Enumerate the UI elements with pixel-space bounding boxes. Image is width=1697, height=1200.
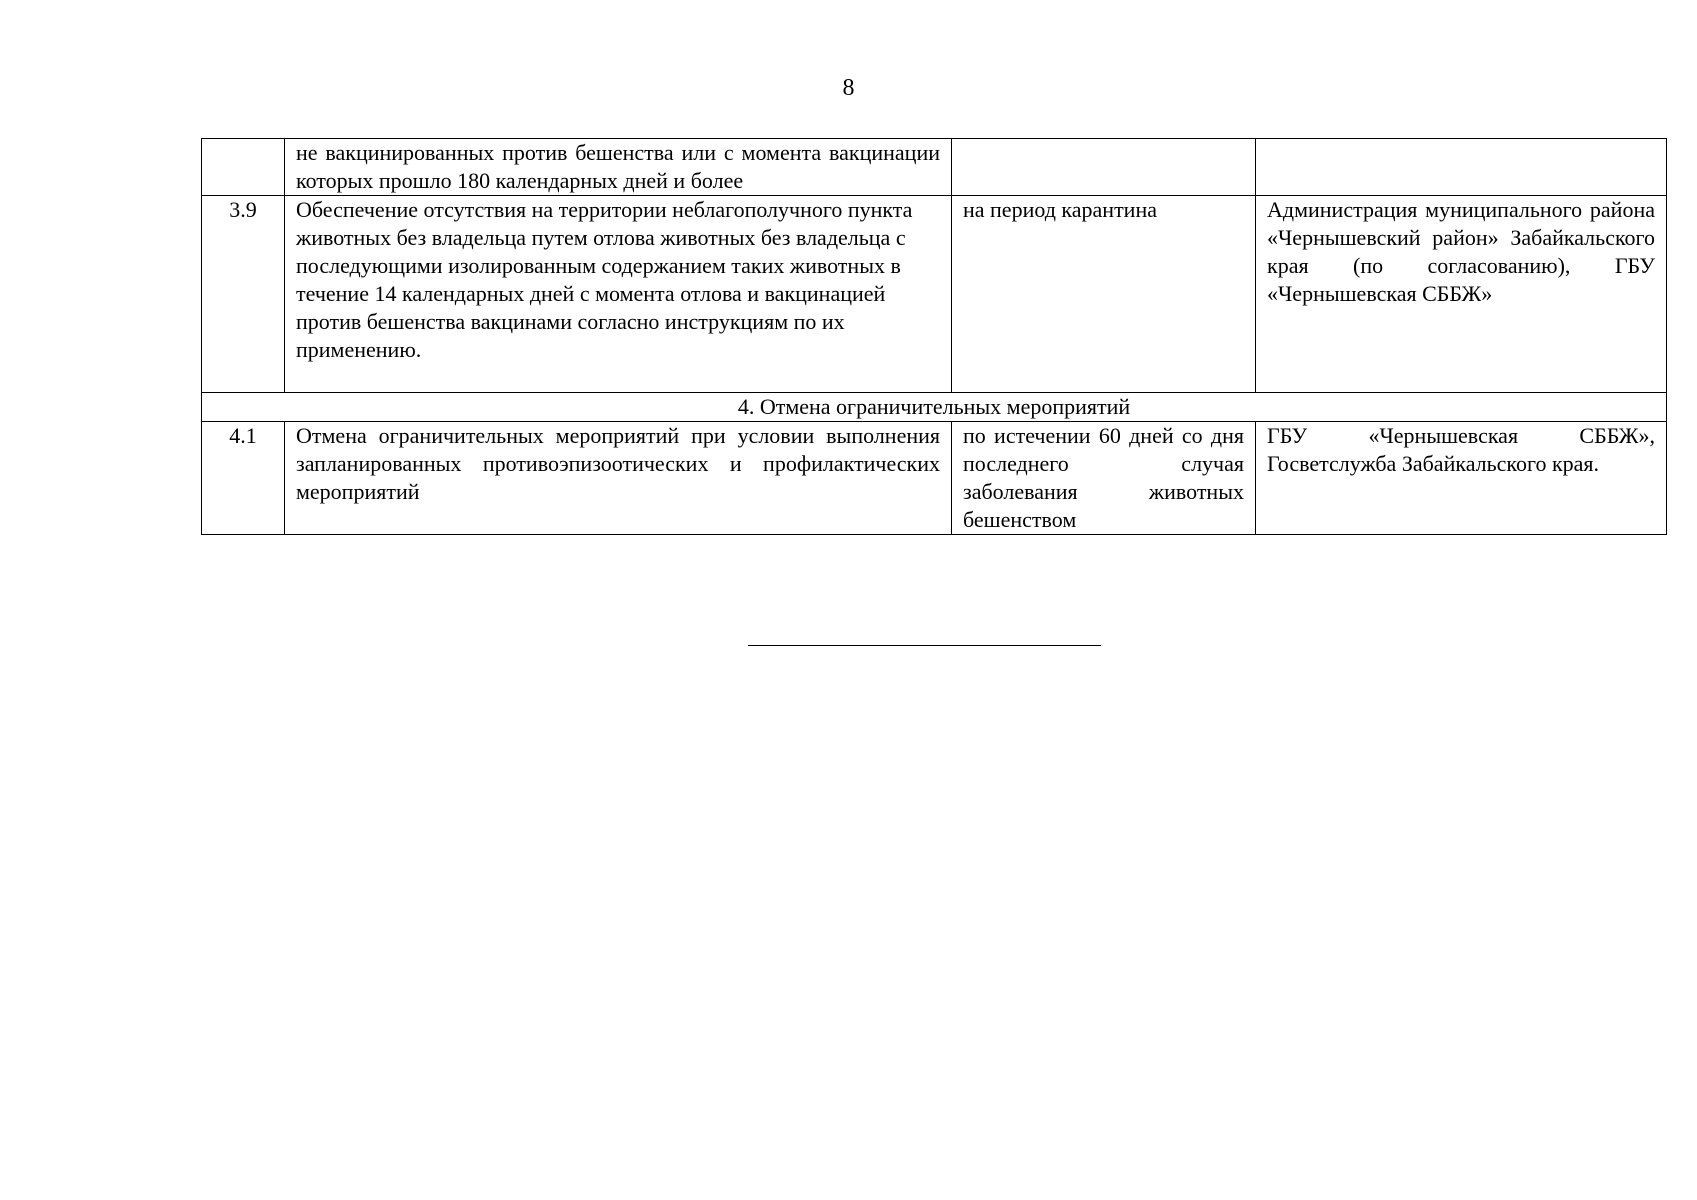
term-cell: по истечении 60 дней со дня последнего случая заболевания животных бешенством	[952, 422, 1256, 535]
page-number: 8	[842, 75, 855, 101]
responsible-cell: Администрация муниципального района «Чернышевский район» Забайкальского края (по согласованию), ГБУ «Чернышевская СББЖ»	[1256, 196, 1667, 393]
measure-cell: Обеспечение отсутствия на территории неблагополучного пункта животных без владельца путем отлова животных без владельца с последующими изолированным содержанием таких животных в течение 14 календарных дней с момента отлова и вакцинацией против бешенства вакцинами согласно инструкциям по их применению.	[285, 196, 952, 393]
table-row	[202, 196, 1667, 393]
row-number-cell: 3.9	[202, 196, 285, 393]
table-row-continuation	[202, 139, 1667, 196]
table-row	[202, 422, 1667, 535]
row-number-cell	[202, 139, 285, 196]
measure-cell: Отмена ограничительных мероприятий при условии выполнения запланированных противоэпизоотических и профилактических мероприятий	[285, 422, 952, 535]
measure-cell: не вакцинированных против бешенства или с момента вакцинации которых прошло 180 календарных дней и более	[285, 139, 952, 196]
responsible-cell	[1256, 139, 1667, 196]
section-heading-row	[202, 393, 1667, 422]
term-cell	[952, 139, 1256, 196]
end-of-document-rule	[748, 645, 1101, 646]
row-number-cell: 4.1	[202, 422, 285, 535]
measures-table	[201, 138, 1667, 535]
term-cell: на период карантина	[952, 196, 1256, 393]
responsible-cell: ГБУ «Чернышевская СББЖ», Госветслужба Забайкальского края.	[1256, 422, 1667, 535]
section-title: 4. Отмена ограничительных мероприятий	[202, 393, 1667, 422]
